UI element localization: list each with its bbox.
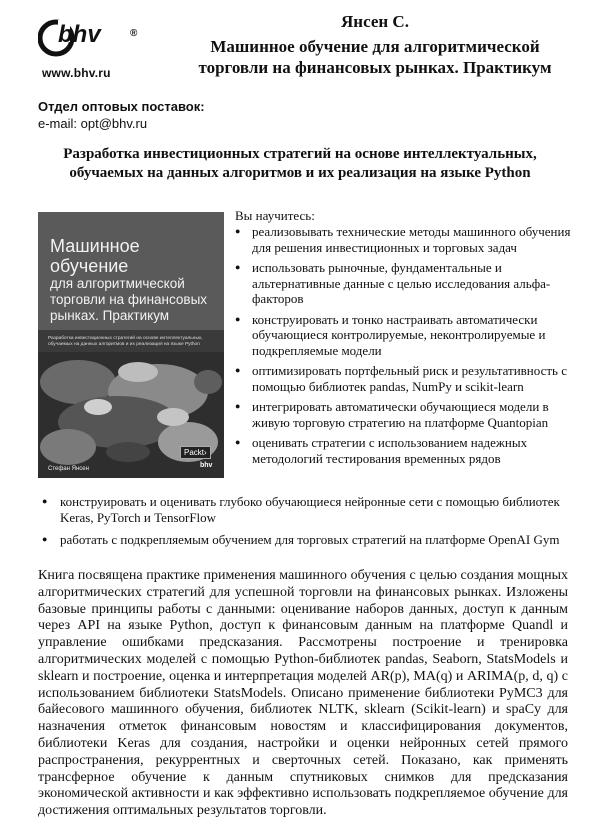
publisher-badge: Packt› (180, 446, 211, 459)
book-cover (38, 212, 224, 478)
list-item: ● интегрировать автоматически обучающиеся модели в живую торговую стратегию на платформе Quantopian (235, 399, 575, 430)
cover-author: Стефан Янсен (48, 466, 89, 472)
list-item: ● реализовывать технические методы машинного обучения для решения инвестиционных и торговых задач (235, 224, 575, 255)
bhv-logo (38, 14, 138, 84)
book-title-line: Машинное обучение для алгоритмической (210, 37, 540, 56)
book-subtitle (30, 145, 570, 183)
wholesale-department: Отдел оптовых поставок: (38, 99, 205, 114)
bhv-logo-mark (38, 14, 138, 64)
registered-mark: ® (130, 28, 138, 39)
book-description: Книга посвящена практике применения машинного обучения с целью создания мощных алгоритмических стратегий для успешной торговли на финансовых рынках. Изложены базовые принципы работы с данными: оценивание наборов данных, доступ к данным через API на языке Python, доступ к финансовым данным на платформе Quandl и управление ошибками предсказания. Рассмотрены построение и тренировка алгоритмических моделей с помощью Python-библиотек pandas, Seaborn, StatsModels и sklearn и построение, оценка и интерпретация моделей AR(p), MA(q) и ARIMA(p, d, q) с использованием библиотеки StatsModels. Описано применение библиотеки PyMC3 для байесового машинного обучения, библиотек NLTK, sklearn (Scikit-learn) и spaCy для назначения отметок финансовым новостям и классифицирования документов, библиотеки Keras для создания, настройки и оценки нейронных сетей прямого распространения, рекуррентных и сверточных сетей. Показано, как применять трансферное обучение к данным спутниковых снимков для предсказания экономической активности и как эффективно использовать подкрепляемое обучение для достижения оптимальных результатов торговли. (38, 568, 568, 819)
logo-text: bhv (58, 21, 101, 48)
book-author: Янсен С. (341, 12, 409, 31)
learn-list-wide (38, 494, 578, 555)
list-item: ● конструировать и оценивать глубоко обучающиеся нейронные сети с помощью библиотек Keras, PyTorch и TensorFlow (38, 494, 578, 525)
contact-email: e-mail: opt@bhv.ru (38, 116, 148, 131)
cover-title-line: рынках. Практикум (50, 308, 170, 323)
subtitle-line: Разработка инвестиционных стратегий на основе интеллектуальных, (63, 146, 537, 162)
cover-title (50, 236, 220, 324)
learn-intro: Вы научитесь: (235, 208, 315, 223)
cover-title-line: для алгоритмической (50, 276, 185, 291)
cover-bhv-mark: bhv (200, 462, 213, 469)
list-item: ● оценивать стратегии с использованием надежных методологий тестирования временных рядов (235, 435, 575, 466)
learn-list (235, 224, 575, 471)
subtitle-line: обучаемых на данных алгоритмов и их реализация на языке Python (69, 165, 531, 181)
list-item: ● конструировать и тонко настраивать автоматически обучающиеся контролируемые, неконтролируемые и подкрепляемые модели (235, 312, 575, 359)
list-item: ● использовать рыночные, фундаментальные и альтернативные данные с целью исследования альфа-факторов (235, 260, 575, 307)
list-item: ● оптимизировать портфельный риск и результативность с помощью библиотек pandas, NumPy и scikit-learn (235, 363, 575, 394)
cover-subtitle: Разработка инвестиционных стратегий на основе интеллектуальных, обучаемых на данных алгоритмов и их реализация на языке Python (48, 336, 203, 347)
cover-artwork (38, 352, 224, 478)
cover-title-line: торговли на финансовых (50, 292, 208, 307)
cover-title-line: Машинное обучение (50, 236, 140, 276)
book-title-line: торговли на финансовых рынках. Практикум (198, 58, 552, 77)
book-title (150, 36, 600, 78)
publisher-url: www.bhv.ru (42, 66, 111, 80)
list-item: ● работать с подкрепляемым обучением для торговых стратегий на платформе OpenAI Gym (38, 532, 578, 548)
